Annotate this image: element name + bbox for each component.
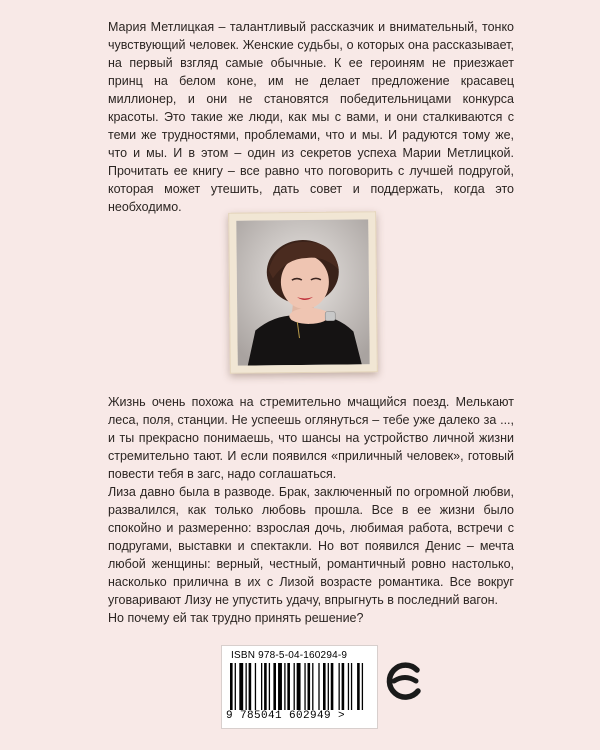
barcode-bar: [287, 663, 290, 710]
barcode-digits: 9 785041 602949 >: [226, 710, 346, 722]
publisher-logo-icon: [384, 660, 426, 702]
barcode-bar: [284, 663, 285, 710]
barcode-bar: [249, 663, 252, 710]
barcode-bar: [331, 663, 334, 710]
barcode-bar: [342, 663, 345, 710]
annotation-paragraph: Но почему ей так трудно принять решение?: [108, 611, 364, 625]
barcode-bar: [294, 663, 295, 710]
barcode-bar: [235, 663, 236, 710]
barcode-panel: [221, 645, 378, 729]
barcode-bar: [308, 663, 311, 710]
barcode-bar: [351, 663, 352, 710]
barcode-bar: [269, 663, 270, 710]
barcode-bar: [362, 663, 363, 710]
barcode-bar: [357, 663, 360, 710]
author-photo: [236, 219, 370, 365]
annotation-paragraph: Жизнь очень похожа на стремительно мчащийся поезд. Мелькают леса, поля, станции. Не успеешь оглянуться – тебе уже далеко за ..., и ты прекрасно понимаешь, что шансы на устройство личной жизни стремительно тают. И если появился «приличный человек», готовый повести тебя в загс, надо соглашаться.: [108, 395, 514, 481]
isbn-label: ISBN 978-5-04-160294-9: [231, 650, 348, 661]
barcode-bar: [297, 663, 301, 710]
author-photo-frame: [228, 211, 378, 374]
barcode: [230, 663, 368, 710]
barcode-bar: [328, 663, 329, 710]
barcode-bar: [339, 663, 340, 710]
barcode-bar: [264, 663, 267, 710]
barcode-bar: [273, 663, 276, 710]
barcode-bar: [318, 663, 319, 710]
barcode-bar: [323, 663, 326, 710]
barcode-bar: [348, 663, 349, 710]
author-bio-text: Мария Метлицкая – талантливый рассказчик и внимательный, тонко чувствующий человек. Женские судьбы, о которых она рассказывает, на первый взгляд самые обычные. К ее героиням не приезжает принц на белом коне, им не делает предложение красавец миллионер, и они не становятся победительницами конкурса красоты. Это такие же люди, как мы с вами, и они сталкиваются с теми же трудностями, проблемами, что и мы. И радуются тому же, что и мы. И в этом – один из секретов успеха Марии Метлицкой. Прочитать ее книгу – все равно что поговорить с лучшей подругой, которая может утешить, дать совет и поддержать, когда это необходимо.: [108, 20, 514, 214]
barcode-bar: [261, 663, 262, 710]
barcode-bar: [312, 663, 313, 710]
barcode-bar: [278, 663, 282, 710]
annotation-paragraph: Лиза давно была в разводе. Брак, заключенный по огромной любви, развалился, как только любовь прошла. Все в ее жизни было спокойно и размеренно: взрослая дочь, любимая работа, встречи с подругами, выставки и спектакли. Но вот появился Денис – мечта любой женщины: верный, честный, романтичный ровно настолько, насколько прилична в их с Лизой возрасте романтика. Все вокруг уговаривают Лизу не упустить удачу, впрыгнуть в последний вагон.: [108, 485, 514, 607]
barcode-bar: [255, 663, 256, 710]
barcode-bar: [246, 663, 247, 710]
barcode-bar: [230, 663, 233, 710]
barcode-bar: [304, 663, 305, 710]
barcode-bar: [239, 663, 243, 710]
book-annotation: [108, 393, 514, 627]
